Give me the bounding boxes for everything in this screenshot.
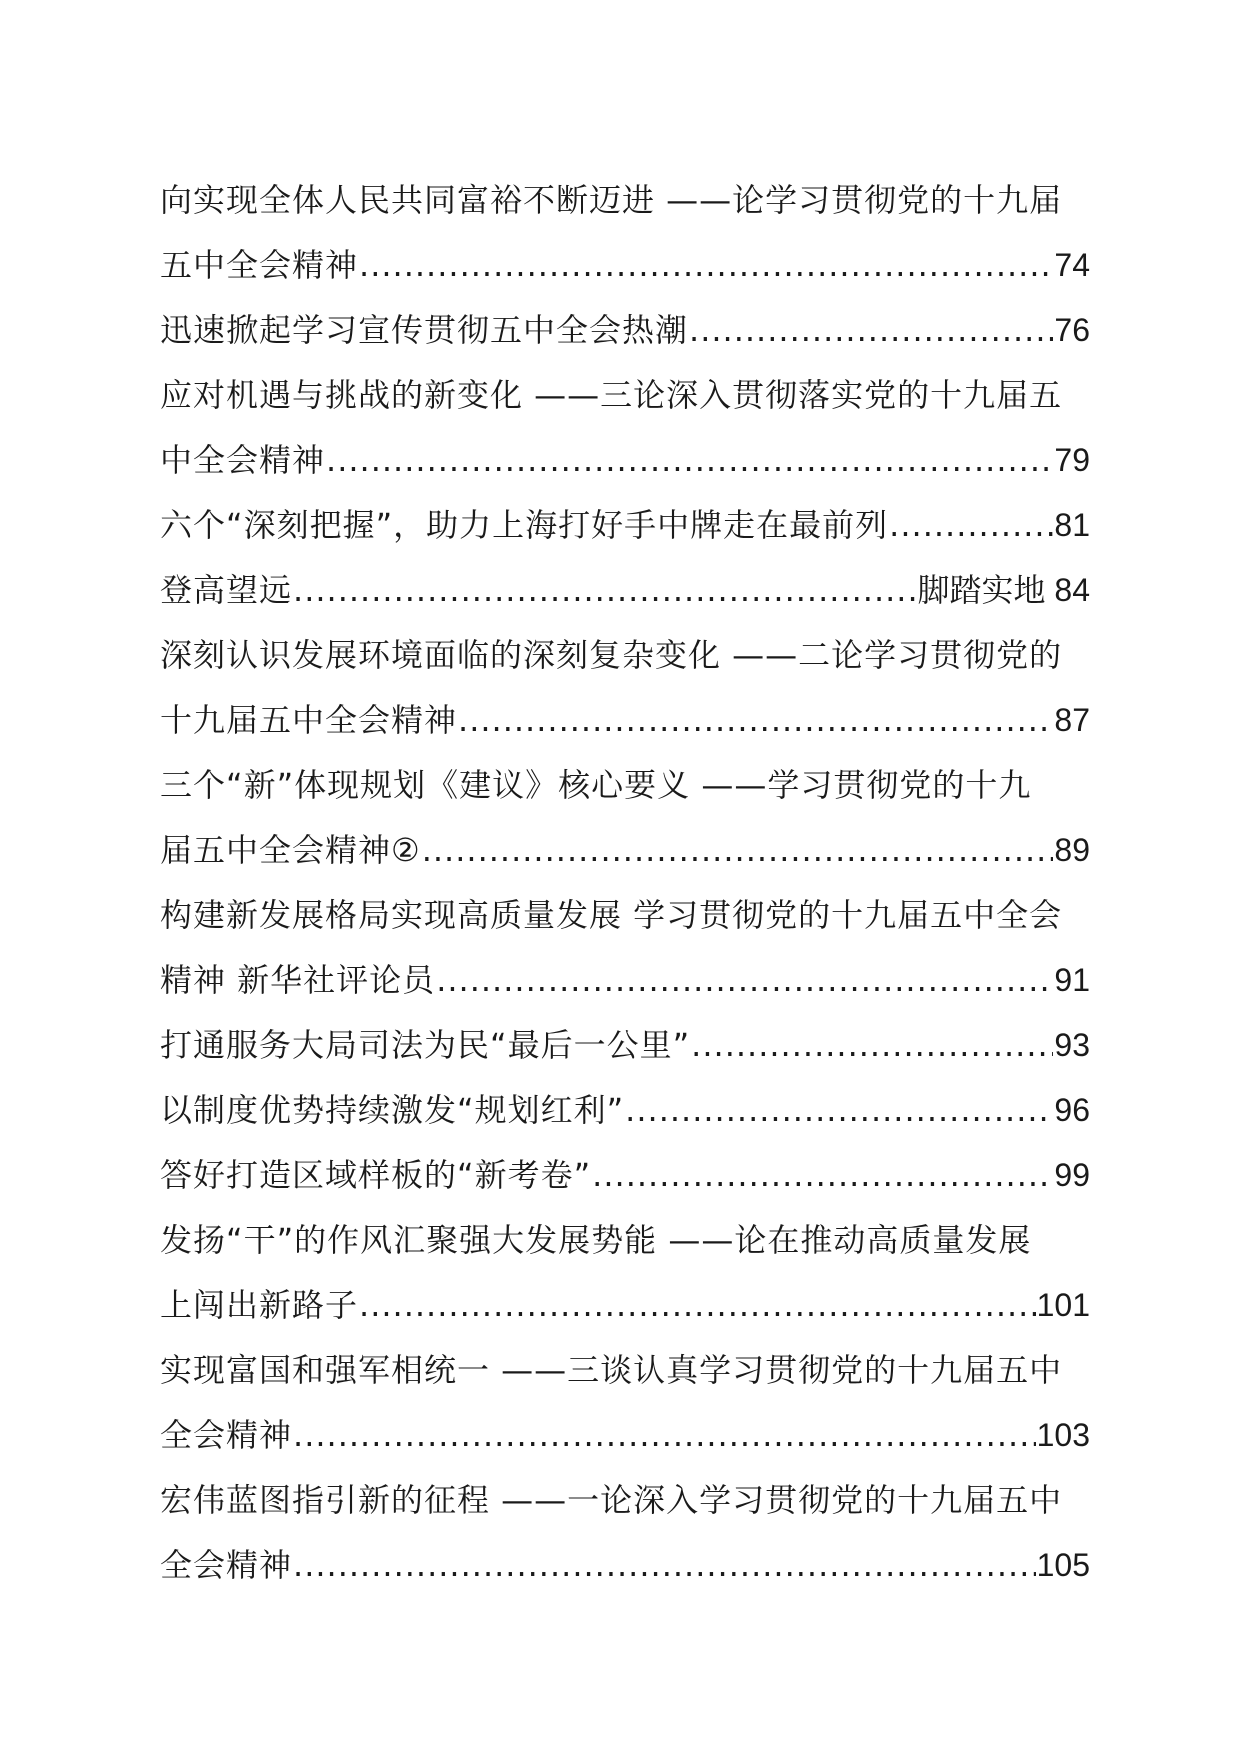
toc-entry-page-number: 103 <box>1036 1417 1090 1453</box>
toc-entry-page-number: 93 <box>1054 1027 1090 1063</box>
toc-entry-page-number: 87 <box>1054 702 1090 738</box>
toc-entry[interactable] <box>160 753 1090 883</box>
toc-entry-title: 上闯出新路子 <box>160 1286 359 1324</box>
toc-entry-title: 全会精神 <box>160 1416 293 1454</box>
toc-entry-title-line: 应对机遇与挑战的新变化 ——三论深入贯彻落实党的十九届五 <box>160 376 1063 414</box>
toc-entry[interactable] <box>160 1468 1090 1598</box>
toc-entry-title: 中全会精神 <box>160 441 326 479</box>
table-of-contents <box>160 168 1090 1598</box>
toc-entry-page-number: 101 <box>1036 1287 1090 1323</box>
dot-leader <box>293 558 916 623</box>
toc-entry-page-number: 96 <box>1054 1092 1090 1128</box>
dot-leader <box>293 1403 1036 1468</box>
toc-entry-title: 精神 新华社评论员 <box>160 961 436 999</box>
toc-entry-title: 六个“深刻把握”，助力上海打好手中牌走在最前列 <box>160 506 889 544</box>
toc-entry[interactable] <box>160 558 1090 623</box>
dot-leader <box>326 428 1053 493</box>
dot-leader <box>689 298 1053 363</box>
toc-entry[interactable] <box>160 883 1090 1013</box>
toc-entry-title: 全会精神 <box>160 1546 293 1584</box>
dot-leader <box>436 948 1053 1013</box>
toc-entry-page-number: 89 <box>1054 832 1090 868</box>
toc-entry-last-line <box>160 818 1090 883</box>
toc-entry[interactable] <box>160 298 1090 363</box>
toc-entry-title: 答好打造区域样板的“新考卷” <box>160 1156 592 1194</box>
toc-entry-title-line: 三个“新”体现规划《建议》核心要义 ——学习贯彻党的十九 <box>160 766 1032 804</box>
toc-entry-title: 十九届五中全会精神 <box>160 701 458 739</box>
toc-entry-last-line <box>160 1078 1090 1143</box>
toc-entry-page-number: 99 <box>1054 1157 1090 1193</box>
toc-entry-last-line <box>160 298 1090 363</box>
toc-entry-page-number: 81 <box>1054 507 1090 543</box>
toc-entry[interactable] <box>160 1013 1090 1078</box>
toc-entry-page-number: 79 <box>1054 442 1090 478</box>
toc-entry[interactable] <box>160 1078 1090 1143</box>
toc-entry-title: 登高望远 <box>160 571 293 609</box>
dot-leader <box>422 818 1054 883</box>
toc-entry-last-line <box>160 1403 1090 1468</box>
toc-entry-last-line <box>160 688 1090 753</box>
toc-entry-last-line <box>160 1143 1090 1208</box>
dot-leader <box>293 1533 1036 1598</box>
toc-entry-title-line: 深刻认识发展环境面临的深刻复杂变化 ——二论学习贯彻党的 <box>160 636 1063 674</box>
toc-entry[interactable] <box>160 493 1090 558</box>
toc-entry-title-line: 构建新发展格局实现高质量发展 学习贯彻党的十九届五中全会 <box>160 896 1063 934</box>
toc-entry-last-line <box>160 1273 1090 1338</box>
toc-entry-page-number: 76 <box>1054 312 1090 348</box>
toc-entry-last-line <box>160 558 1090 623</box>
toc-entry[interactable] <box>160 363 1090 493</box>
toc-entry-last-line <box>160 428 1090 493</box>
toc-entry-title-line: 向实现全体人民共同富裕不断迈进 ——论学习贯彻党的十九届 <box>160 181 1063 219</box>
toc-entry-title-line: 实现富国和强军相统一 ——三谈认真学习贯彻党的十九届五中 <box>160 1351 1063 1389</box>
toc-entry-last-line <box>160 1013 1090 1078</box>
toc-entry[interactable] <box>160 623 1090 753</box>
dot-leader <box>592 1143 1053 1208</box>
dot-leader <box>359 1273 1036 1338</box>
toc-entry-title-line: 宏伟蓝图指引新的征程 ——一论深入学习贯彻党的十九届五中 <box>160 1481 1063 1519</box>
dot-leader <box>458 688 1053 753</box>
toc-entry-title: 迅速掀起学习宣传贯彻五中全会热潮 <box>160 311 689 349</box>
dot-leader <box>359 233 1053 298</box>
toc-entry-last-line <box>160 948 1090 1013</box>
dot-leader <box>625 1078 1053 1143</box>
toc-entry-title-line: 发扬“干”的作风汇聚强大发展势能 ——论在推动高质量发展 <box>160 1221 1032 1259</box>
toc-entry[interactable] <box>160 1143 1090 1208</box>
toc-entry[interactable] <box>160 168 1090 298</box>
toc-entry[interactable] <box>160 1338 1090 1468</box>
toc-entry[interactable] <box>160 1208 1090 1338</box>
toc-entry-last-line <box>160 1533 1090 1598</box>
toc-entry-title: 打通服务大局司法为民“最后一公里” <box>160 1026 691 1064</box>
toc-entry-last-line <box>160 493 1090 558</box>
toc-entry-title: 以制度优势持续激发“规划红利” <box>160 1091 625 1129</box>
dot-leader <box>889 493 1053 558</box>
toc-entry-page-number: 105 <box>1036 1547 1090 1583</box>
toc-entry-last-line <box>160 233 1090 298</box>
toc-entry-title: 届五中全会精神② <box>160 831 421 869</box>
toc-entry-page-number: 脚踏实地 84 <box>917 572 1090 608</box>
toc-entry-title: 五中全会精神 <box>160 246 359 284</box>
dot-leader <box>691 1013 1053 1078</box>
toc-entry-page-number: 74 <box>1054 247 1090 283</box>
toc-entry-page-number: 91 <box>1054 962 1090 998</box>
